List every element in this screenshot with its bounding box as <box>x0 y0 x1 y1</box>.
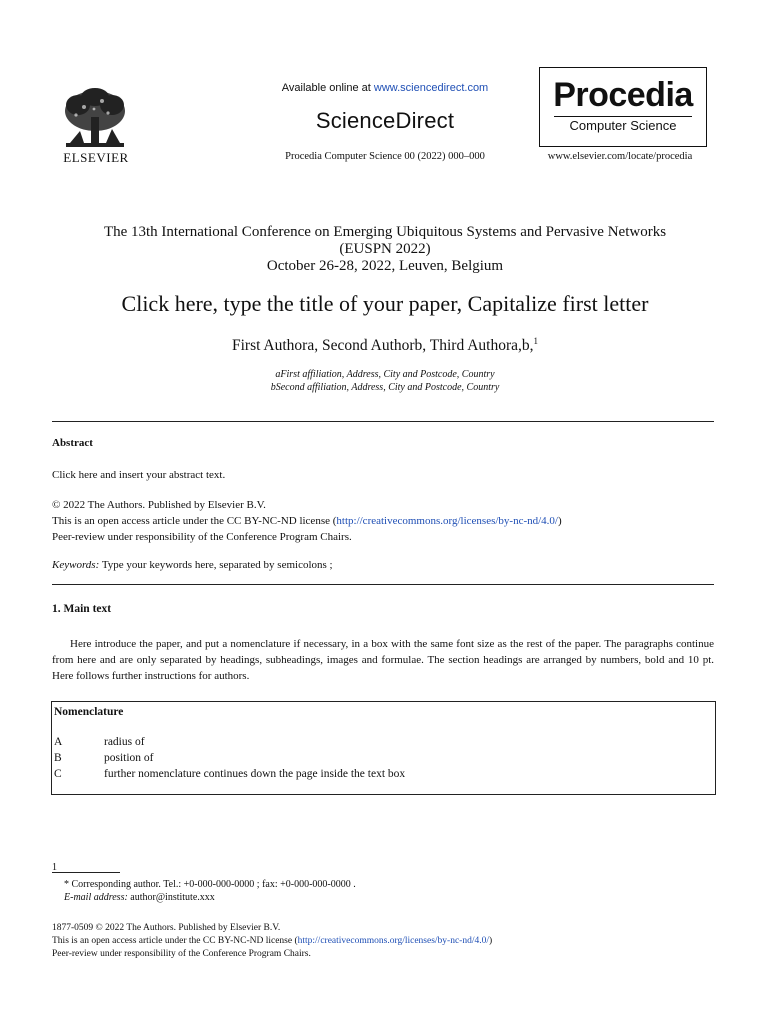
conference-name: The 13th International Conference on Emerging Ubiquitous Systems and Pervasive Networks <box>103 224 667 240</box>
issn-line: 1877-0509 © 2022 The Authors. Published by Elsevier B.V. <box>52 923 281 933</box>
sciencedirect-brand: ScienceDirect <box>315 108 455 133</box>
nomenclature-symbol: C <box>54 768 62 780</box>
license-suffix: ) <box>558 515 562 527</box>
footnote-marker: 1 <box>52 862 57 873</box>
section-1-heading: 1. Main text <box>52 603 112 615</box>
affiliations <box>40 368 730 394</box>
keywords-text: Type your keywords here, separated by semicolons ; <box>99 559 333 571</box>
email-line <box>64 891 356 904</box>
abstract-text: Click here and insert your abstract text. <box>52 469 226 481</box>
copyright-line: © 2022 The Authors. Published by Elsevier B.V. <box>52 499 266 511</box>
author-list: First Authora, Second Authorb, Third Authora,b, <box>231 337 534 355</box>
footnote-text <box>64 878 356 904</box>
divider-bottom <box>52 584 714 585</box>
nomenclature-symbol: B <box>54 752 62 764</box>
procedia-subtitle: Computer Science <box>569 118 677 133</box>
license-line <box>52 513 712 529</box>
conference-date-place: October 26-28, 2022, Leuven, Belgium <box>266 258 504 274</box>
journal-reference: Procedia Computer Science 00 (2022) 000–000 <box>285 151 485 162</box>
bottom-license-link[interactable]: http://creativecommons.org/licenses/by-nc-nd/4.0/ <box>297 936 489 946</box>
bottom-peer-review: Peer-review under responsibility of the Conference Program Chairs. <box>52 949 311 959</box>
nomenclature-definition: further nomenclature continues down the page inside the text box <box>104 768 406 780</box>
nomenclature-definition: radius of <box>104 736 145 748</box>
affiliation-b: bSecond affiliation, Address, City and Postcode, Country <box>270 382 500 393</box>
section-1-paragraph: Here introduce the paper, and put a nomenclature if necessary, in a box with the same font size as the rest of the paper. The paragraphs continue from here and are only separated by headings, subheadings, images and formulae. The section headings are arranged by numbers, bold and 10 pt. Here follows further instructions for authors. <box>52 638 714 682</box>
peer-review-line: Peer-review under responsibility of the Conference Program Chairs. <box>52 531 352 543</box>
abstract-heading: Abstract <box>52 437 93 449</box>
procedia-logo-box <box>539 67 707 147</box>
bottom-license-suffix: ) <box>489 936 493 946</box>
paper-title: Click here, type the title of your paper, Capitalize first letter <box>121 291 649 316</box>
procedia-title: Procedia <box>553 76 693 114</box>
nomenclature-definition: position of <box>104 752 154 764</box>
email-value: author@institute.xxx <box>127 892 215 903</box>
bottom-license-line <box>52 935 492 948</box>
keywords-line <box>52 557 333 573</box>
paper-authors <box>40 336 730 355</box>
license-prefix: This is an open access article under the CC BY-NC-ND license ( <box>52 515 337 527</box>
nomenclature-heading: Nomenclature <box>54 706 124 718</box>
conference-acronym: (EUSPN 2022) <box>339 241 431 257</box>
available-online <box>180 82 590 94</box>
corresponding-author: * Corresponding author. Tel.: +0-000-000-0000 ; fax: +0-000-000-0000 . <box>64 879 356 890</box>
bottom-copyright <box>52 922 492 961</box>
author-footnote-mark: 1 <box>533 336 539 346</box>
available-prefix: Available online at <box>281 82 374 94</box>
email-label: E-mail address: <box>64 892 128 903</box>
elsevier-locate-url[interactable]: www.elsevier.com/locate/procedia <box>547 151 693 162</box>
elsevier-wordmark: ELSEVIER <box>63 150 129 165</box>
keywords-label: Keywords: <box>52 559 100 571</box>
sciencedirect-link[interactable]: www.sciencedirect.com <box>373 82 489 94</box>
license-link[interactable]: http://creativecommons.org/licenses/by-nc-nd/4.0/ <box>336 515 558 527</box>
divider-top <box>52 421 714 422</box>
procedia-divider <box>554 116 692 117</box>
affiliation-a: aFirst affiliation, Address, City and Postcode, Country <box>275 369 495 380</box>
abstract-copyright-block <box>52 497 712 545</box>
nomenclature-symbol: A <box>54 736 63 748</box>
footnote-rule <box>52 872 120 873</box>
nomenclature-box <box>51 701 716 795</box>
bottom-license-prefix: This is an open access article under the CC BY-NC-ND license ( <box>52 936 298 946</box>
conference-info <box>40 224 730 275</box>
